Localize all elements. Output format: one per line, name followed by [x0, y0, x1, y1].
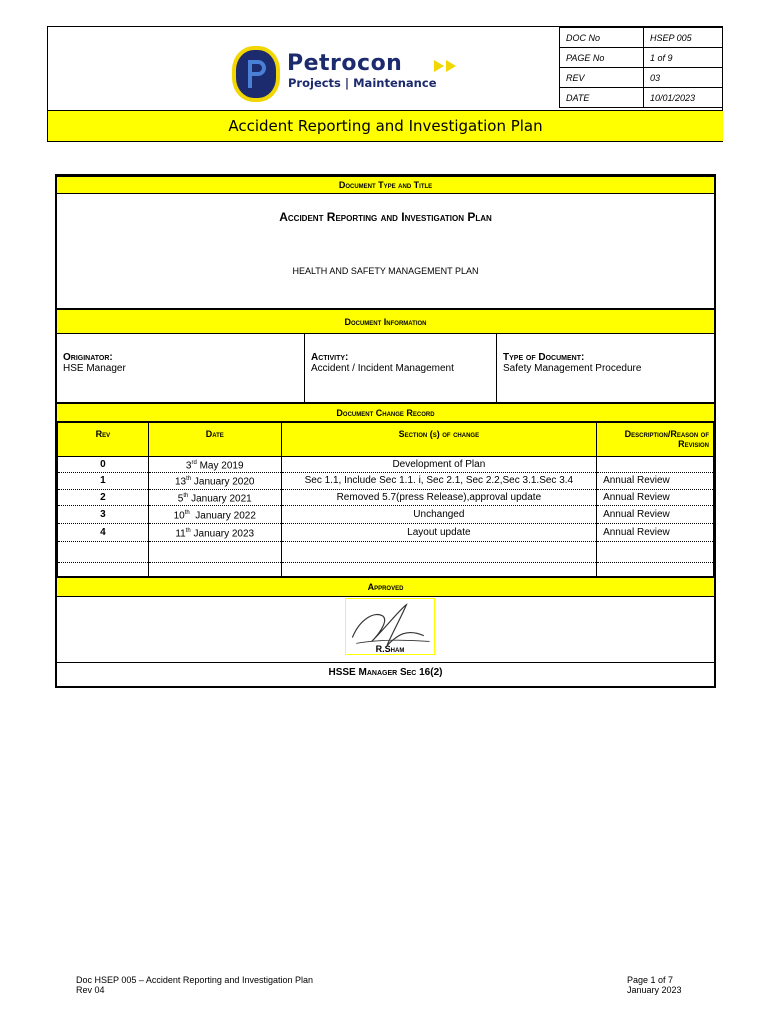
table-row [58, 457, 714, 473]
meta-value: 10/01/2023 [644, 88, 723, 108]
table-row [58, 489, 714, 505]
footer-left [76, 975, 313, 995]
meta-value: 1 of 9 [644, 48, 723, 68]
document-meta-table [559, 27, 723, 108]
date-suffix: th [184, 509, 190, 516]
empty-cell [148, 541, 281, 562]
footer-right [627, 975, 682, 995]
logo-area [48, 27, 559, 110]
document-control-sheet [55, 174, 716, 688]
empty-cell [58, 541, 149, 562]
section-cell: Layout update [281, 523, 596, 541]
description-cell [597, 457, 714, 473]
date-day: 11 [175, 528, 186, 540]
logo-tagline: Projects | Maintenance [288, 76, 437, 90]
meta-value: 03 [644, 68, 723, 88]
approver-name: R.Sham [375, 644, 405, 654]
meta-key: DATE [560, 88, 644, 108]
document-type-cell [497, 334, 714, 402]
rev-cell: 0 [58, 457, 149, 473]
date-day: 3 [185, 460, 192, 472]
activity-value: Accident / Incident Management [311, 363, 454, 374]
rev-cell: 4 [58, 523, 149, 541]
header-description: Description/Reason of Revision [597, 423, 714, 457]
footer-date: January 2023 [627, 985, 682, 995]
date-rest: January 2023 [190, 528, 255, 540]
meta-value: HSEP 005 [644, 28, 723, 48]
date-rest: January 2022 [189, 510, 256, 522]
date-cell [148, 457, 281, 473]
meta-row [560, 68, 723, 88]
change-table-header [58, 423, 714, 457]
double-arrow-icon [433, 59, 459, 73]
originator-value: HSE Manager [63, 363, 126, 374]
document-header [47, 26, 723, 142]
rev-cell: 3 [58, 505, 149, 523]
date-day: 13 [174, 476, 187, 488]
document-subtitle: HEALTH AND SAFETY MANAGEMENT PLAN [292, 266, 479, 276]
rev-cell: 2 [58, 489, 149, 505]
meta-row [560, 48, 723, 68]
meta-key: PAGE No [560, 48, 644, 68]
date-cell [148, 489, 281, 505]
petrocon-logo-icon [230, 44, 282, 104]
description-cell: Annual Review [597, 489, 714, 505]
date-day: 10 [173, 510, 185, 522]
date-day: 5 [177, 492, 184, 504]
date-cell [148, 473, 281, 489]
header-section: Section (s) of change [281, 423, 596, 457]
document-title: Accident Reporting and Investigation Plan [279, 210, 492, 224]
date-rest: January 2021 [188, 492, 252, 504]
document-type-value: Safety Management Procedure [503, 363, 642, 374]
change-record-band: Document Change Record [57, 402, 714, 422]
empty-cell [281, 541, 596, 562]
date-cell [148, 523, 281, 541]
footer-page: Page 1 of 7 [627, 975, 674, 985]
section-cell: Removed 5.7(press Release),approval update [281, 489, 596, 505]
activity-label: Activity: [311, 352, 349, 363]
table-row [58, 473, 714, 489]
approver-role: HSSE Manager Sec 16(2) [57, 662, 714, 686]
date-suffix: th [186, 476, 192, 483]
originator-label: Originator: [63, 352, 113, 363]
date-rest: May 2019 [196, 460, 244, 472]
section-cell: Sec 1.1, Include Sec 1.1. i, Sec 2.1, Sec 2.2,Sec 3.1.Sec 3.4 [281, 473, 596, 489]
description-cell: Annual Review [597, 523, 714, 541]
blank-row [58, 541, 714, 562]
date-suffix: th [185, 527, 191, 534]
meta-row [560, 88, 723, 108]
logo-wordmark: Petrocon [287, 51, 403, 76]
approved-band: Approved [57, 576, 714, 597]
meta-row [560, 28, 723, 48]
table-row [58, 523, 714, 541]
originator-cell [57, 334, 305, 402]
section-cell: Development of Plan [281, 457, 596, 473]
footer-doc-ref: Doc HSEP 005 – Accident Reporting and Investigation Plan [76, 975, 313, 985]
activity-cell [305, 334, 497, 402]
date-cell [148, 505, 281, 523]
footer-rev: Rev 04 [76, 985, 105, 995]
meta-key: DOC No [560, 28, 644, 48]
table-row [58, 505, 714, 523]
header-rev: Rev [58, 423, 149, 457]
description-cell: Annual Review [597, 505, 714, 523]
rev-cell: 1 [58, 473, 149, 489]
description-cell: Annual Review [597, 473, 714, 489]
empty-cell [597, 541, 714, 562]
section-cell: Unchanged [281, 505, 596, 523]
meta-key: REV [560, 68, 644, 88]
document-type-label: Type of Document: [503, 352, 585, 363]
date-suffix: th [183, 492, 189, 499]
date-suffix: rd [191, 460, 197, 466]
change-record-table [57, 422, 714, 584]
header-date: Date [148, 423, 281, 457]
doc-type-band: Document Type and Title [57, 176, 714, 194]
doc-info-band: Document Information [57, 308, 714, 334]
date-rest: January 2020 [191, 476, 255, 488]
header-title: Accident Reporting and Investigation Plan [48, 110, 723, 141]
